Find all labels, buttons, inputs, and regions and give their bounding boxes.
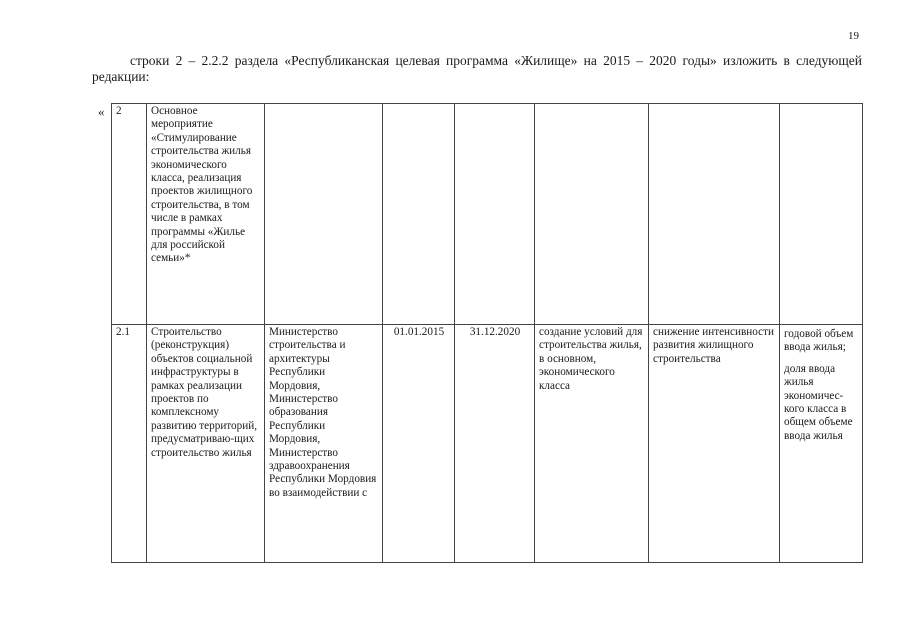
intro-paragraph: строки 2 – 2.2.2 раздела «Республиканская целевая программа «Жилище» на 2015 – 2020 годы» изложить в следующей редакции: [92, 53, 862, 84]
row-number: 2 [112, 104, 147, 325]
table-row-2 [112, 104, 863, 325]
opening-quote-mark: « [98, 104, 105, 119]
row-consequence [649, 104, 780, 325]
indicator-economy-share: доля ввода жилья экономичес-кого класса в общем объеме ввода жилья [784, 362, 853, 442]
row-executor: Министерство строительства и архитектуры Республики Мордовия, Министерство образования Республики Мордовия, Министерство здравоохранения Республики Мордовия во взаимодействии с [265, 325, 383, 563]
row-start-date: 01.01.2015 [383, 325, 455, 563]
row-expected-result: создание условий для строительства жилья, в основном, экономического класса [535, 325, 649, 563]
row-executor [265, 104, 383, 325]
program-table [111, 103, 863, 563]
page-number: 19 [848, 30, 859, 42]
row-measure-name: Основное мероприятие «Стимулирование строительства жилья экономического класса, реализация проектов жилищного строительства, в том числе в рамках программы «Жилье для российской семьи»* [147, 104, 265, 325]
indicator-annual-volume: годовой объем ввода жилья; [784, 328, 854, 354]
row-end-date: 31.12.2020 [455, 325, 535, 563]
row-indicators [780, 104, 863, 325]
table-row-2-1 [112, 325, 863, 563]
row-number: 2.1 [112, 325, 147, 563]
row-consequence: снижение интенсивности развития жилищного строительства [649, 325, 780, 563]
row-start-date [383, 104, 455, 325]
row-expected-result [535, 104, 649, 325]
row-measure-name: Строительство (реконструкция) объектов социальной инфраструктуры в рамках реализации проектов по комплексному развитию территорий, предусматриваю-щих строительство жилья [147, 325, 265, 563]
row-indicators [780, 325, 863, 563]
row-end-date [455, 104, 535, 325]
